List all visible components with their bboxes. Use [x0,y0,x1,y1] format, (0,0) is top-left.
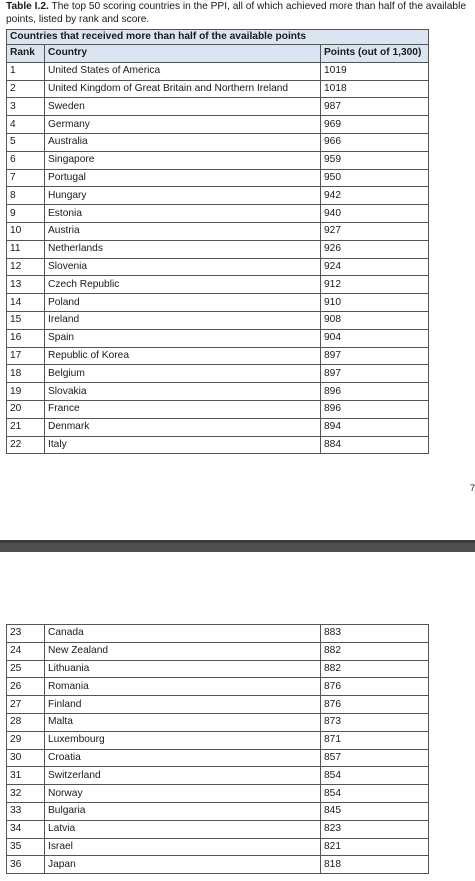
cell-rank: 11 [7,240,45,258]
cell-points: 876 [321,696,429,714]
table-row [7,62,429,80]
table-row [7,767,429,785]
table-row [7,80,429,98]
table-row [7,785,429,803]
cell-country: Lithuania [45,660,321,678]
cell-country: Belgium [45,365,321,383]
cell-rank: 5 [7,133,45,151]
cell-rank: 34 [7,820,45,838]
table-row [7,151,429,169]
cell-points: 969 [321,116,429,134]
table-row [7,749,429,767]
cell-rank: 4 [7,116,45,134]
cell-country: Austria [45,222,321,240]
column-header-country: Country [45,45,321,63]
cell-country: Hungary [45,187,321,205]
column-header-rank: Rank [7,45,45,63]
table-column-header-row [7,45,429,63]
cell-country: Australia [45,133,321,151]
cell-country: Slovakia [45,383,321,401]
cell-rank: 16 [7,329,45,347]
cell-rank: 21 [7,418,45,436]
cell-country: Japan [45,856,321,874]
cell-country: Germany [45,116,321,134]
cell-rank: 8 [7,187,45,205]
cell-rank: 20 [7,400,45,418]
cell-rank: 36 [7,856,45,874]
table-row [7,838,429,856]
table-row [7,205,429,223]
cell-rank: 29 [7,731,45,749]
cell-rank: 26 [7,678,45,696]
cell-country: Romania [45,678,321,696]
cell-rank: 3 [7,98,45,116]
cell-rank: 6 [7,151,45,169]
cell-rank: 28 [7,713,45,731]
page-break-divider [0,540,475,552]
cell-rank: 2 [7,80,45,98]
caption-text: The top 50 scoring countries in the PPI, all of which achieved more than half of the available points, listed by rank and score. [6,1,467,25]
cell-country: Croatia [45,749,321,767]
cell-points: 904 [321,329,429,347]
cell-rank: 9 [7,205,45,223]
cell-points: 884 [321,436,429,454]
caption-label: Table I.2. [6,1,49,12]
cell-country: Bulgaria [45,802,321,820]
cell-points: 950 [321,169,429,187]
cell-country: Switzerland [45,767,321,785]
table-row [7,116,429,134]
cell-points: 910 [321,294,429,312]
cell-points: 987 [321,98,429,116]
cell-points: 940 [321,205,429,223]
table-row [7,187,429,205]
cell-rank: 13 [7,276,45,294]
cell-rank: 15 [7,311,45,329]
cell-rank: 19 [7,383,45,401]
cell-points: 959 [321,151,429,169]
cell-country: Finland [45,696,321,714]
cell-points: 926 [321,240,429,258]
cell-country: Malta [45,713,321,731]
cell-country: Czech Republic [45,276,321,294]
document-page-2 [0,552,475,881]
cell-points: 818 [321,856,429,874]
cell-rank: 17 [7,347,45,365]
table-row [7,98,429,116]
ranking-table-part-1 [6,29,429,454]
cell-country: Poland [45,294,321,312]
table-group-header-row [7,30,429,45]
cell-points: 897 [321,347,429,365]
cell-country: Netherlands [45,240,321,258]
table-row [7,418,429,436]
cell-points: 927 [321,222,429,240]
cell-points: 882 [321,660,429,678]
ranking-table-part-2 [6,624,429,874]
table-row [7,660,429,678]
cell-points: 882 [321,642,429,660]
cell-points: 823 [321,820,429,838]
table-row [7,400,429,418]
table-row [7,240,429,258]
cell-points: 821 [321,838,429,856]
cell-points: 896 [321,400,429,418]
cell-country: Portugal [45,169,321,187]
table-row [7,329,429,347]
cell-country: Denmark [45,418,321,436]
table-row [7,713,429,731]
table-row [7,222,429,240]
table-row [7,731,429,749]
cell-points: 894 [321,418,429,436]
cell-points: 873 [321,713,429,731]
cell-rank: 31 [7,767,45,785]
cell-country: Slovenia [45,258,321,276]
cell-rank: 23 [7,625,45,643]
cell-points: 924 [321,258,429,276]
cell-points: 912 [321,276,429,294]
cell-country: United States of America [45,62,321,80]
cell-points: 871 [321,731,429,749]
table-row [7,820,429,838]
cell-country: Estonia [45,205,321,223]
cell-rank: 22 [7,436,45,454]
table-row [7,802,429,820]
cell-points: 883 [321,625,429,643]
table-row [7,294,429,312]
cell-rank: 1 [7,62,45,80]
cell-country: Singapore [45,151,321,169]
cell-country: Canada [45,625,321,643]
cell-country: Norway [45,785,321,803]
column-header-points: Points (out of 1,300) [321,45,429,63]
cell-country: Latvia [45,820,321,838]
cell-country: Luxembourg [45,731,321,749]
table-caption [6,0,468,26]
cell-points: 908 [321,311,429,329]
table-row [7,258,429,276]
table-row [7,856,429,874]
page-number: 7 [469,483,475,493]
table-row [7,625,429,643]
table-row [7,169,429,187]
cell-points: 897 [321,365,429,383]
cell-rank: 25 [7,660,45,678]
cell-rank: 18 [7,365,45,383]
cell-rank: 10 [7,222,45,240]
cell-rank: 30 [7,749,45,767]
cell-points: 1019 [321,62,429,80]
cell-rank: 35 [7,838,45,856]
cell-points: 857 [321,749,429,767]
table-row [7,276,429,294]
table-row [7,383,429,401]
table-row [7,365,429,383]
cell-country: Spain [45,329,321,347]
cell-points: 854 [321,767,429,785]
cell-points: 845 [321,802,429,820]
cell-country: Ireland [45,311,321,329]
table-row [7,678,429,696]
cell-rank: 33 [7,802,45,820]
cell-points: 966 [321,133,429,151]
cell-country: Italy [45,436,321,454]
cell-points: 854 [321,785,429,803]
cell-rank: 32 [7,785,45,803]
cell-points: 876 [321,678,429,696]
cell-rank: 12 [7,258,45,276]
cell-points: 1018 [321,80,429,98]
cell-country: New Zealand [45,642,321,660]
group-header: Countries that received more than half of the available points [7,30,429,45]
table-row [7,347,429,365]
table-row [7,133,429,151]
cell-points: 896 [321,383,429,401]
cell-rank: 27 [7,696,45,714]
table-row [7,696,429,714]
cell-country: Republic of Korea [45,347,321,365]
cell-rank: 24 [7,642,45,660]
cell-country: Israel [45,838,321,856]
table-row [7,311,429,329]
table-row [7,642,429,660]
table-row [7,436,429,454]
cell-country: France [45,400,321,418]
cell-points: 942 [321,187,429,205]
cell-rank: 7 [7,169,45,187]
cell-country: United Kingdom of Great Britain and Northern Ireland [45,80,321,98]
cell-rank: 14 [7,294,45,312]
cell-country: Sweden [45,98,321,116]
